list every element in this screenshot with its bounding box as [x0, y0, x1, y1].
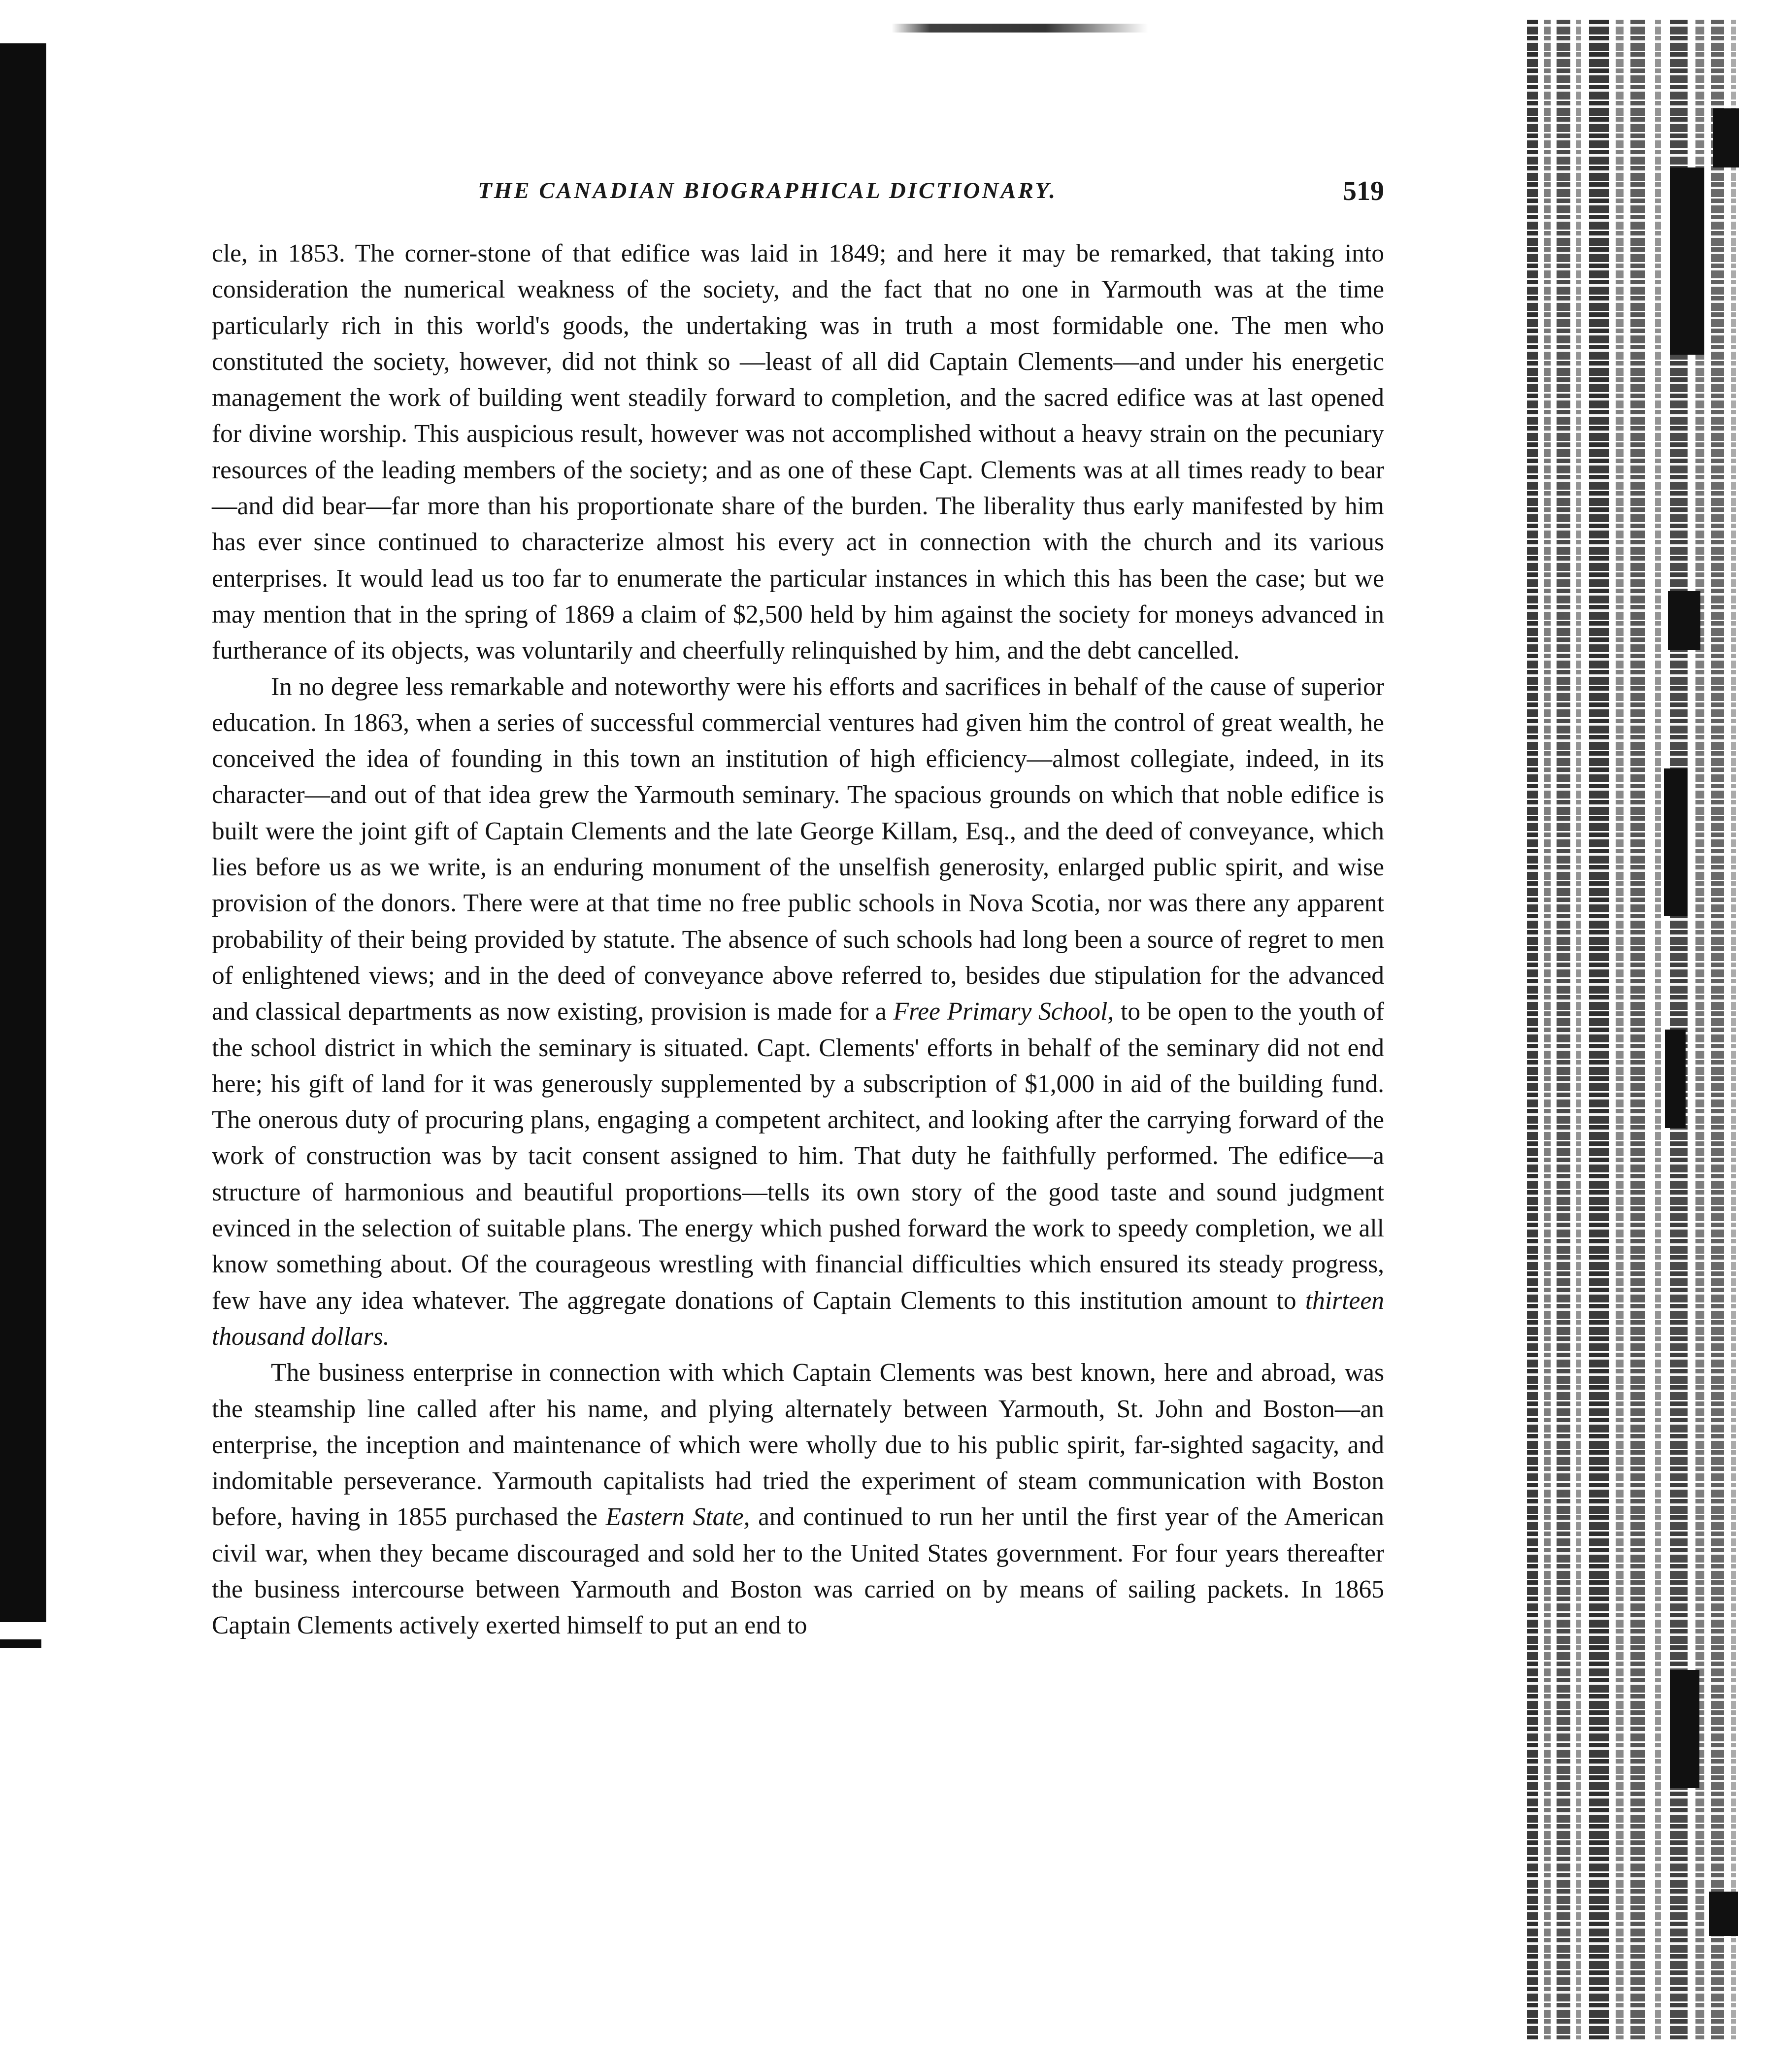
running-head: THE CANADIAN BIOGRAPHICAL DICTIONARY.: [478, 178, 1058, 203]
paragraph-1: cle, in 1853. The corner-stone of that edifice was laid in 1849; and here it may be remarked, that taking into consideration the numerical weakness of the society, and the fact that no one in Yarmouth was at the time particularly rich in this world's goods, the undertaking was in truth a most formidable one. The men who constituted the society, however, did not think so —least of all did Captain Clements—and under his energetic management the work of building went steadily forward to completion, and the sacred edifice was at last opened for divine worship. This auspicious result, however was not accomplished without a heavy strain on the pecuniary resources of the leading members of the society; and as one of these Capt. Clements was at all times ready to bear—and did bear—far more than his proportionate share of the burden. The liberality thus early manifested by him has ever since continued to characterize almost his every act in connection with the church and its various enterprises. It would lead us too far to enumerate the particular instances in which this has been the case; but we may mention that in the spring of 1869 a claim of $2,500 held by him against the society for moneys advanced in furtherance of its objects, was voluntarily and cheerfully relinquished by him, and the debt cancelled.: [212, 239, 1384, 665]
binding-mark: [0, 1639, 41, 1648]
paragraph-2-text-a: In no degree less remarkable and noteworthy were his efforts and sacrifices in behalf of the cause of superior education. In 1863, when a series of successful commercial ventures had given him the control of great wealth, he conceived the idea of founding in this town an institution of high efficiency—almost collegiate, indeed, in its character—and out of that idea grew the Yarmouth seminary. The spacious grounds on which that noble edifice is built were the joint gift of Captain Clements and the late George Killam, Esq., and the deed of conveyance, which lies before us as we write, is an enduring monument of the unselfish generosity, enlarged public spirit, and wise provision of the donors. There were at that time no free public schools in Nova Scotia, nor was there any apparent probability of their being provided by statute. The absence of such schools had long been a source of regret to men of enlightened views; and in the deed of conveyance above referred to, besides due stipulation for the advanced and classical departments as now existing, provision is made for a: [212, 672, 1384, 1026]
paragraph-3: [212, 1355, 1384, 1643]
paragraph-3-text-a: The business enterprise in connection with which Captain Clements was best known, here and abroad, was the steamship line called after his name, and plying alternately between Yarmouth, St. John and Boston—an enterprise, the inception and maintenance of which were wholly due to his public spirit, far-sighted sagacity, and indomitable perseverance. Yarmouth capitalists had tried the experiment of steam communication with Boston before, having in 1855 purchased the: [212, 1359, 1384, 1532]
binding-shadow: [0, 43, 46, 1622]
paragraph-3-italic-ship: Eastern State,: [605, 1503, 750, 1532]
book-page-edges: [1522, 20, 1792, 2039]
paragraph-2-italic-amount: thirteen thousand dollars.: [212, 1286, 1384, 1351]
paragraph-2-italic-school: Free Primary School,: [893, 998, 1114, 1026]
scan-smudge: [892, 24, 1148, 33]
body-text: [212, 235, 1384, 1644]
paragraph-2-text-b: to be open to the youth of the school district in which the seminary is situated. Capt. Clements' efforts in behalf of the seminary did not end here; his gift of land for it was generously supplemented by a subscription of $1,000 in aid of the building fund. The onerous duty of procuring plans, engaging a competent architect, and looking after the carrying forward of the work of construction was by tacit consent assigned to him. That duty he faithfully performed. The edifice—a structure of harmonious and beautiful proportions—tells its own story of the good taste and sound judgment evinced in the selection of suitable plans. The energy which pushed forward the work to speedy completion, we all know something about. Of the courageous wrestling with financial difficulties which ensured its steady progress, few have any idea whatever. The aggregate donations of Captain Clements to this institution amount to: [212, 998, 1385, 1315]
page-number: 519: [1343, 176, 1384, 206]
paragraph-3-text-b: and continued to run her until the first year of the American civil war, when they became discouraged and sold her to the United States government. For four years thereafter the business intercourse between Yarmouth and Boston was carried on by means of sailing packets. In 1865 Captain Clements actively exerted himself to put an end to: [212, 1503, 1384, 1640]
paragraph-2: [212, 669, 1384, 1355]
page-header: [212, 177, 1384, 217]
